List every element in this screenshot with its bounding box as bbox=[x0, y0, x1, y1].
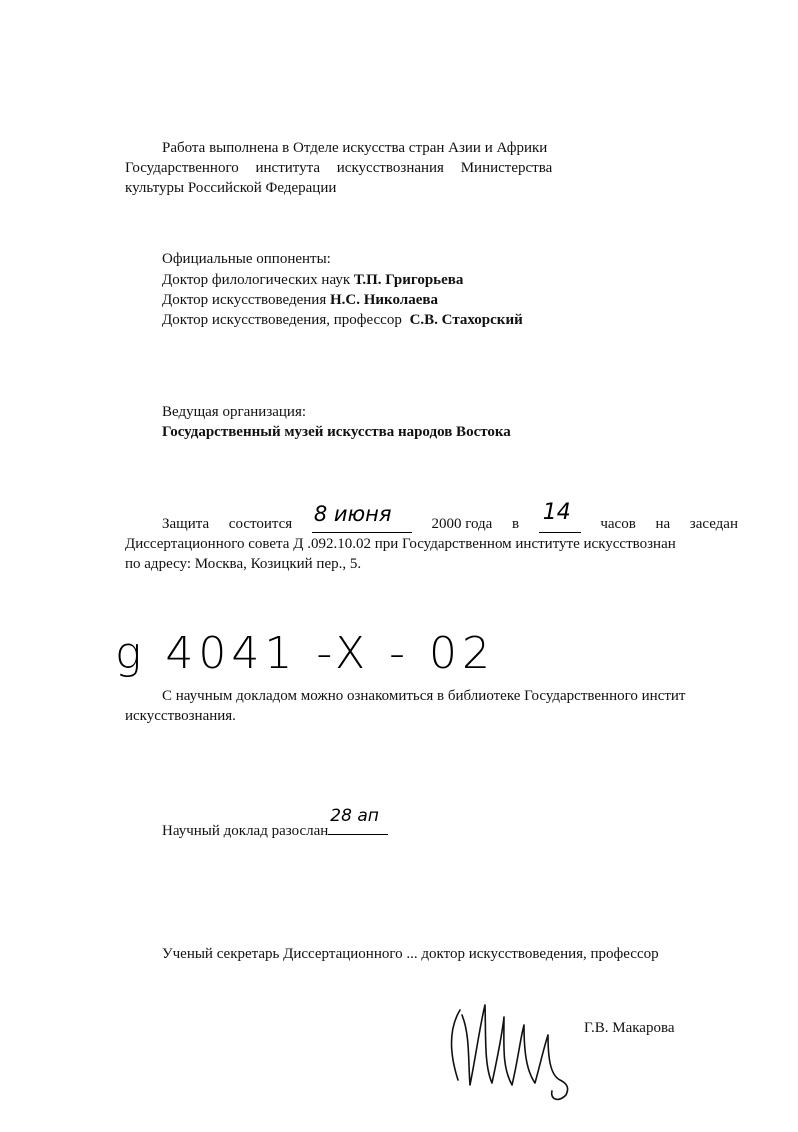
defense-line-2: Диссертационного совета Д .092.10.02 при Государственном институте искусствознан bbox=[125, 536, 676, 552]
defense-word: в bbox=[511, 516, 520, 532]
lead-org-name: Государственный музей искусства народов Востока bbox=[162, 424, 511, 440]
library-line-1: С научным докладом можно ознакомиться в библиотеке Государственного инстит bbox=[162, 688, 686, 704]
defense-word: на bbox=[655, 516, 671, 532]
defense-date-handwritten: 8 июня bbox=[313, 502, 392, 526]
opponent-name: Н.С. Николаева bbox=[330, 292, 438, 308]
defense-hour-blank bbox=[539, 500, 581, 533]
intro-line-1: Работа выполнена в Отделе искусства стран Азии и Африки bbox=[162, 140, 548, 156]
opponent-2 bbox=[162, 290, 438, 310]
defense-word: Защита bbox=[162, 516, 210, 532]
defense-line-1 bbox=[162, 500, 738, 534]
library-line-2: искусствознания. bbox=[125, 708, 236, 724]
intro-line-3: культуры Российской Федерации bbox=[125, 180, 337, 196]
defense-date-blank bbox=[312, 502, 412, 533]
mailed-date-blank bbox=[328, 806, 388, 835]
lead-org-heading: Ведущая организация: bbox=[162, 404, 307, 420]
intro-line-2-text: Государственного института искусствознания Министерства bbox=[125, 160, 553, 176]
opponent-role: Доктор искусствоведения, профессор bbox=[162, 312, 402, 328]
intro-line-2 bbox=[125, 158, 587, 178]
opponent-1 bbox=[162, 270, 463, 290]
opponents-heading: Официальные оппоненты: bbox=[162, 251, 331, 267]
mailed-date-handwritten: 28 ап bbox=[330, 806, 379, 826]
opponent-role: Доктор филологических наук bbox=[162, 272, 351, 288]
defense-word: состоится bbox=[228, 516, 293, 532]
defense-word: часов bbox=[600, 516, 636, 532]
mailed-line bbox=[162, 806, 388, 841]
secretary-line: Ученый секретарь Диссертационного ... доктор искусствоведения, профессор bbox=[162, 946, 659, 962]
handwritten-stamp-number: g 4041 -X - 02 bbox=[115, 628, 496, 679]
defense-line-3: по адресу: Москва, Козицкий пер., 5. bbox=[125, 556, 362, 572]
opponent-name: Т.П. Григорьева bbox=[353, 272, 464, 288]
mailed-label: Научный доклад разослан bbox=[162, 823, 329, 839]
signature-name: Г.В. Макарова bbox=[584, 1020, 675, 1036]
opponent-3 bbox=[162, 310, 523, 330]
defense-word: 2000 года bbox=[431, 516, 493, 532]
defense-hour-handwritten: 14 bbox=[542, 500, 571, 525]
opponent-name: С.В. Стахорский bbox=[409, 312, 523, 328]
signature-icon bbox=[440, 995, 580, 1105]
defense-word: заседан bbox=[689, 516, 738, 532]
opponent-role: Доктор искусствоведения bbox=[162, 292, 327, 308]
